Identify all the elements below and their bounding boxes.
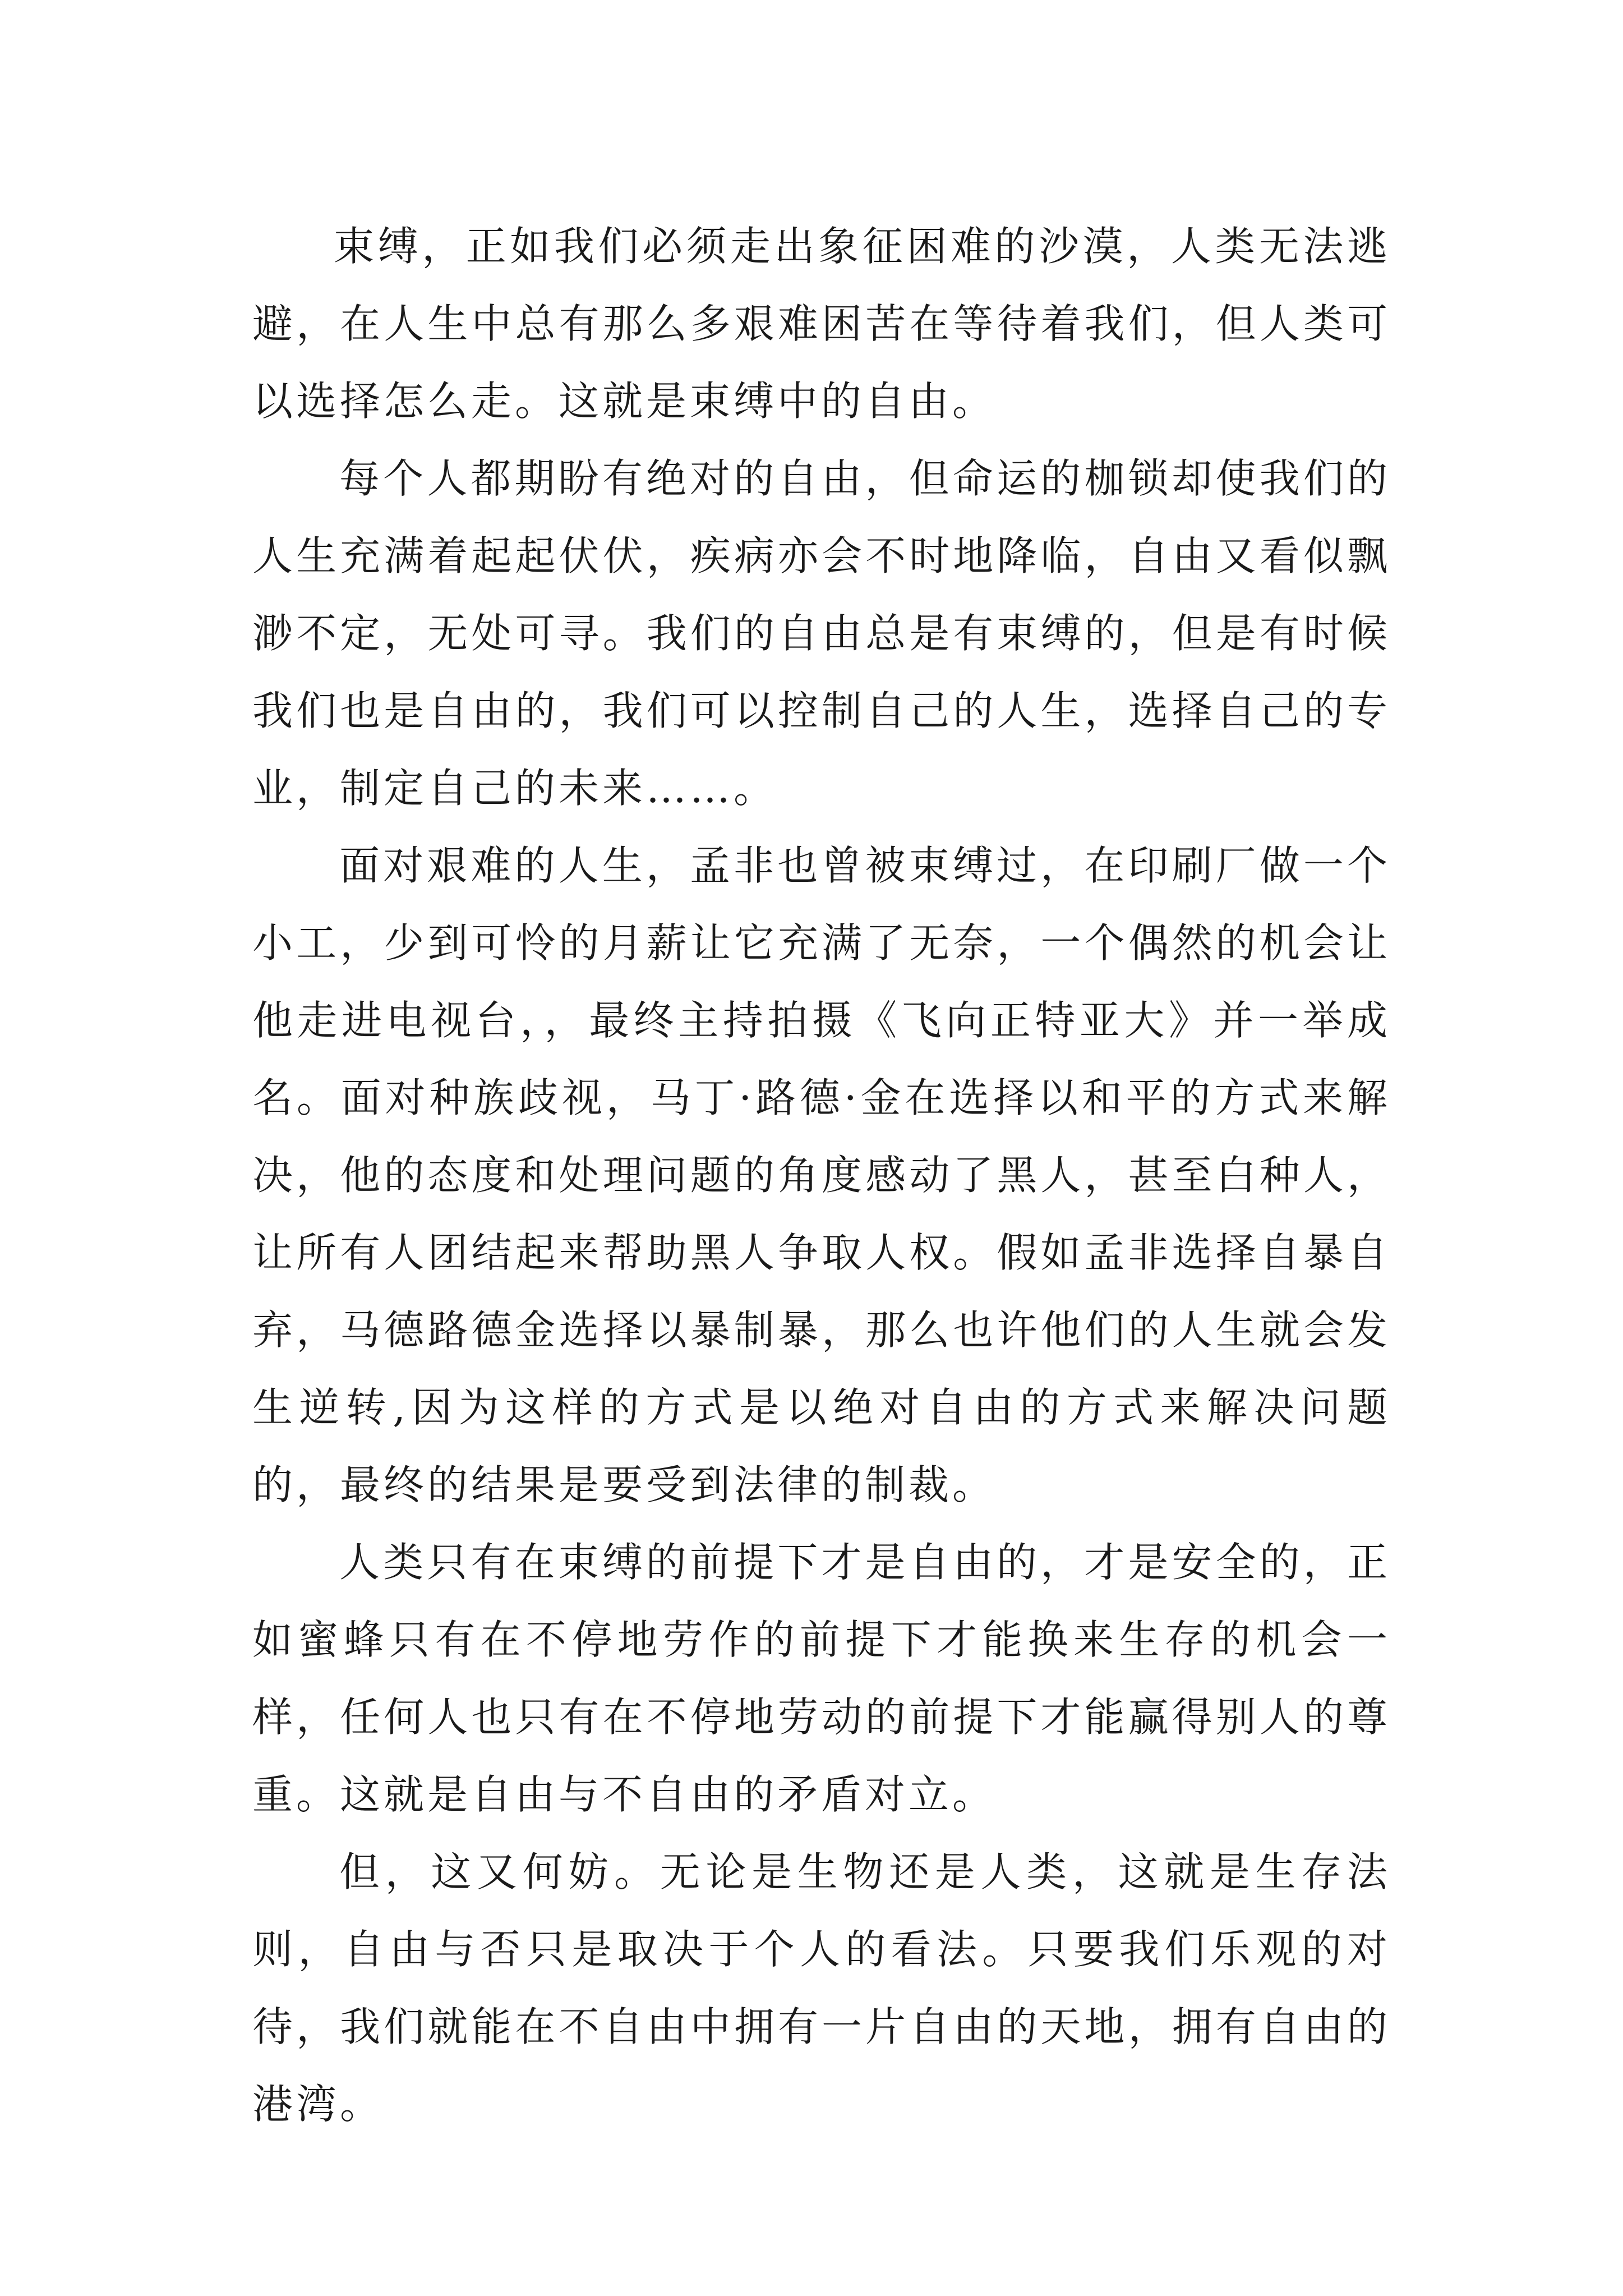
paragraph-5: 但，这又何妨。无论是生物还是人类，这就是生存法则，自由与否只是取决于个人的看法。只要我们乐观的对待，我们就能在不自由中拥有一片自由的天地，拥有自由的港湾。 <box>252 1848 1391 2128</box>
paragraph-4: 人类只有在束缚的前提下才是自由的，才是安全的，正如蜜蜂只有在不停地劳作的前提下才能换来生存的机会一样，任何人也只有在不停地劳动的前提下才能赢得别人的尊重。这就是自由与不自由的矛盾对立。 <box>252 1539 1391 1818</box>
paragraph-1: 束缚，正如我们必须走出象征困难的沙漠，人类无法逃避，在人生中总有那么多艰难困苦在等待着我们，但人类可以选择怎么走。这就是束缚中的自由。 <box>252 223 1391 425</box>
paragraph-3: 面对艰难的人生，孟非也曾被束缚过，在印刷厂做一个小工，少到可怜的月薪让它充满了无奈，一个偶然的机会让他走进电视台，，最终主持拍摄《飞向正特亚大》并一举成名。面对种族歧视，马丁·路德·金在选择以和平的方式来解决，他的态度和处理问题的角度感动了黑人，甚至白种人，让所有人团结起来帮助黑人争取人权。假如孟非选择自暴自弃，马德路德金选择以暴制暴，那么也许他们的人生就会发生逆转,因为这样的方式是以绝对自由的方式来解决问题的，最终的结果是要受到法律的制裁。 <box>252 842 1391 1508</box>
paragraph-2: 每个人都期盼有绝对的自由，但命运的枷锁却使我们的人生充满着起起伏伏，疾病亦会不时地降临，自由又看似飘渺不定，无处可寻。我们的自由总是有束缚的，但是有时候我们也是自由的，我们可以控制自己的人生，选择自己的专业，制定自己的未来……。 <box>252 455 1391 812</box>
document-body <box>252 208 1391 2143</box>
